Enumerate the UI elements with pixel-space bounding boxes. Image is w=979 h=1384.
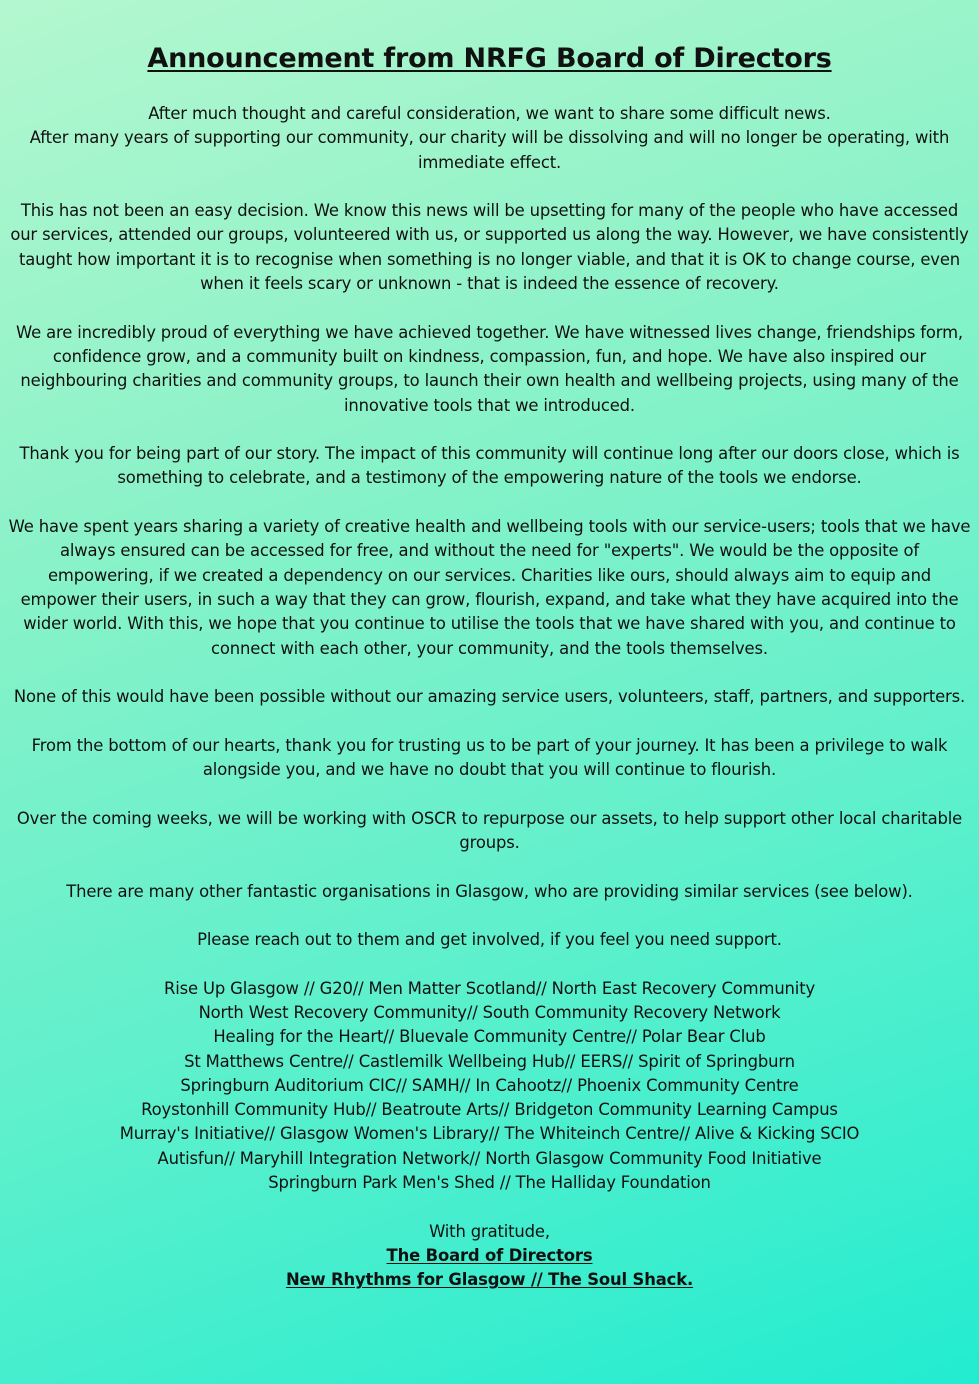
paragraph-decision: [8, 199, 971, 296]
paragraph-text: After much thought and careful consideration, we want to share some difficult news.: [148, 104, 831, 123]
paragraph-text: From the bottom of our hearts, thank you for trusting us to be part of your journey. It has been a privilege to walk alongside you, and we have no doubt that you will continue to flourish.: [31, 735, 948, 780]
paragraph-organisations-intro: [8, 880, 971, 904]
paragraph-achievements: [8, 321, 971, 418]
paragraph-thanks: [8, 442, 971, 491]
paragraph-reach-out: [8, 928, 971, 952]
paragraph-supporters: [8, 685, 971, 709]
organisations-line: St Matthews Centre// Castlemilk Wellbeing Hub// EERS// Spirit of Springburn: [184, 1051, 795, 1071]
signoff: [8, 1220, 971, 1293]
paragraph-text: This has not been an easy decision. We know this news will be upsetting for many of the people who have accessed our services, attended our groups, volunteered with us, or supported us along the way. However, we have consistently taught how important it is to recognise when something is no longer viable, and that it is OK to change course, even when it feels scary or unknown - that is indeed the essence of recovery.: [10, 201, 969, 294]
organisations-line: Springburn Park Men's Shed // The Halliday Foundation: [268, 1173, 711, 1193]
page-title: Announcement from NRFG Board of Directors: [147, 43, 832, 74]
organisations-list: [8, 977, 971, 1196]
paragraph-gratitude: [8, 734, 971, 783]
paragraph-tools: [8, 515, 971, 661]
organisations-line: Rise Up Glasgow // G20// Men Matter Scotland// North East Recovery Community: [163, 978, 816, 998]
paragraph-text: We have spent years sharing a variety of creative health and wellbeing tools with our service-users; tools that we have always ensured can be accessed for free, and without the need for "experts". We would be the opposite of empowering, if we created a dependency on our services. Charities like ours, should always aim to equip and empower their users, in such a way that they can grow, flourish, expand, and take what they have acquired into the wider world. With this, we hope that you continue to utilise the tools that we have shared with you, and continue to connect with each other, your community, and the tools themselves.: [8, 517, 971, 658]
organisations-line: Healing for the Heart// Bluevale Community Centre// Polar Bear Club: [213, 1027, 766, 1047]
paragraph-text: None of this would have been possible without our amazing service users, volunteers, staff, partners, and supporters.: [13, 687, 966, 707]
paragraph-text: After many years of supporting our community, our charity will be dissolving and will no longer be operating, with immediate effect.: [29, 128, 950, 172]
paragraph-text: Thank you for being part of our story. The impact of this community will continue long after our doors close, which is something to celebrate, and a testimony of the empowering nature of the tools we endorse.: [19, 444, 960, 488]
closing-text: With gratitude,: [429, 1221, 550, 1241]
signatory-name: The Board of Directors: [386, 1245, 593, 1265]
organisations-line: Murray's Initiative// Glasgow Women's Library// The Whiteinch Centre// Alive & Kicking SCIO: [119, 1124, 860, 1144]
paragraph-text: Over the coming weeks, we will be working with OSCR to repurpose our assets, to help support other local charitable groups.: [16, 808, 963, 852]
organisation-name: New Rhythms for Glasgow // The Soul Shack.: [285, 1270, 694, 1290]
organisations-line: Springburn Auditorium CIC// SAMH// In Cahootz// Phoenix Community Centre: [180, 1075, 799, 1095]
organisations-line: Roystonhill Community Hub// Beatroute Arts// Bridgeton Community Learning Campus: [141, 1100, 838, 1120]
organisations-line: Autisfun// Maryhill Integration Network// North Glasgow Community Food Initiative: [157, 1148, 822, 1168]
paragraph-intro: [8, 102, 971, 175]
paragraph-assets: [8, 807, 971, 856]
paragraph-text: Please reach out to them and get involved, if you feel you need support.: [197, 930, 782, 950]
paragraph-text: There are many other fantastic organisations in Glasgow, who are providing similar services (see below).: [66, 881, 913, 901]
organisations-line: North West Recovery Community// South Community Recovery Network: [198, 1002, 781, 1022]
paragraph-text: We are incredibly proud of everything we have achieved together. We have witnessed lives change, friendships form, confidence grow, and a community built on kindness, compassion, fun, and hope. We have also inspired our neighbouring charities and community groups, to launch their own health and wellbeing projects, using many of the innovative tools that we introduced.: [16, 322, 963, 415]
